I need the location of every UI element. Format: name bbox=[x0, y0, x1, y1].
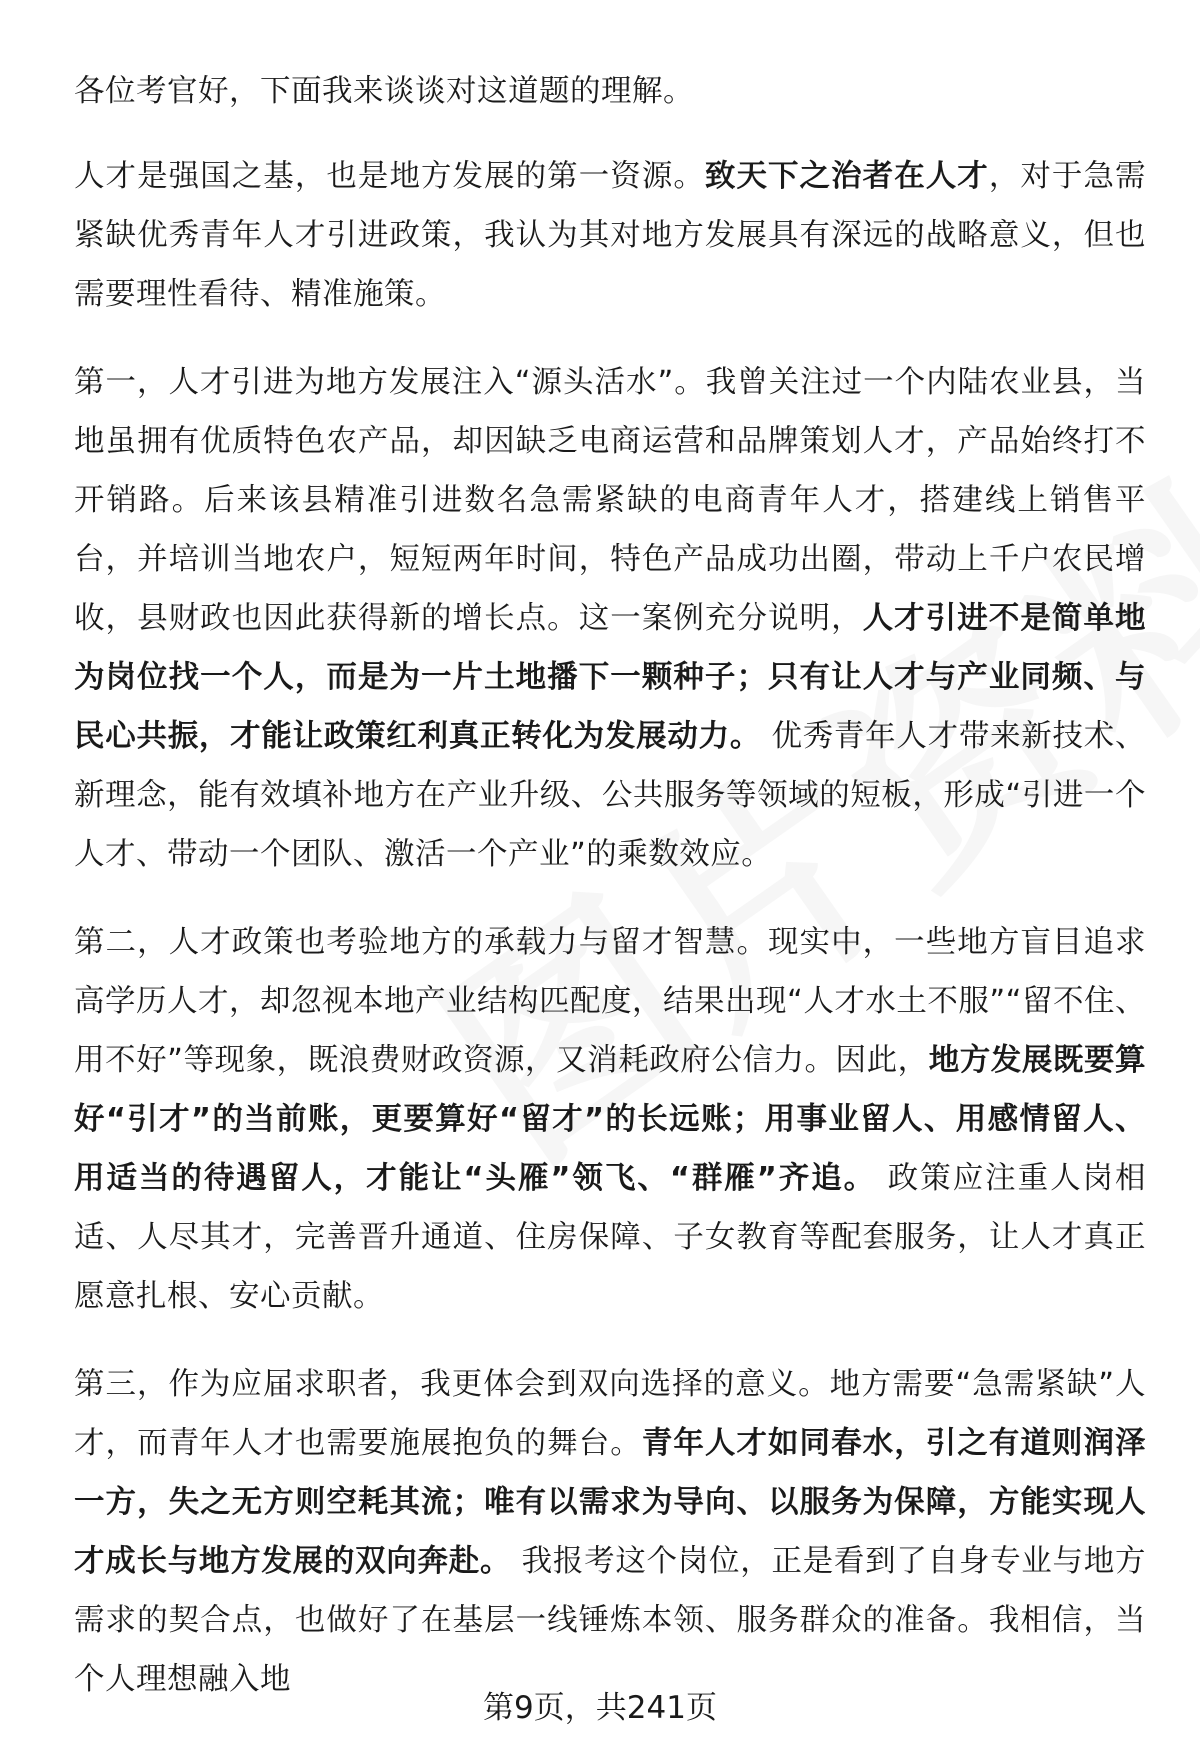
text-segment: 我报考这个岗位，正是看到了自身专业与地方需求的契合点，也做好了在基层一线锤炼本领、服务群众的准备。我相信，当个人理想融入地 bbox=[74, 1544, 1146, 1697]
page-number: 第9页，共241页 bbox=[483, 1690, 717, 1726]
bold-text-segment: 地方发展既要算好“引才”的当前账，更要算好“留才”的长远账；用事业留人、用感情留人、用适当的待遇留人，才能让“头雁”领飞、“群雁”齐追。 bbox=[74, 1043, 1147, 1196]
text-segment: 人才是强国之基，也是地方发展的第一资源。 bbox=[74, 159, 705, 194]
text-segment: 优秀青年人才带来新技术、新理念，能有效填补地方在产业升级、公共服务等领域的短板，形成“引进一个人才、带动一个团队、激活一个产业”的乘数效应。 bbox=[74, 719, 1146, 872]
text-segment: 第一，人才引进为地方发展注入“源头活水”。我曾关注过一个内陆农业县，当地虽拥有优质特色农产品，却因缺乏电商运营和品牌策划人才，产品始终打不开销路。后来该县精准引进数名急需紧缺的电商青年人才，搭建线上销售平台，并培训当地农户，短短两年时间，特色产品成功出圈，带动上千户农民增收，县财政也因此获得新的增长点。这一案例充分说明， bbox=[74, 365, 1146, 636]
paragraph-3 bbox=[74, 913, 1146, 1326]
text-segment: 各位考官好，下面我来谈谈对这道题的理解。 bbox=[74, 74, 694, 109]
paragraph-intro bbox=[74, 62, 1146, 121]
bold-text-segment: 致天下之治者在人才 bbox=[704, 159, 989, 194]
text-segment: ，对于急需紧缺优秀青年人才引进政策，我认为其对地方发展具有深远的战略意义，但也需要理性看待、精准施策。 bbox=[74, 159, 1147, 312]
bold-text-segment: 青年人才如同春水，引之有道则润泽一方，失之无方则空耗其流；唯有以需求为导向、以服务为保障，方能实现人才成长与地方发展的双向奔赴。 bbox=[74, 1426, 1147, 1579]
text-segment: 第三，作为应届求职者，我更体会到双向选择的意义。地方需要“急需紧缺”人才，而青年人才也需要施展抱负的舞台。 bbox=[74, 1367, 1146, 1461]
paragraph-1 bbox=[74, 147, 1146, 324]
paragraph-2 bbox=[74, 353, 1146, 884]
text-segment: 第二，人才政策也考验地方的承载力与留才智慧。现实中，一些地方盲目追求高学历人才，却忽视本地产业结构匹配度，结果出现“人才水土不服”“留不住、用不好”等现象，既浪费财政资源，又消耗政府公信力。因此， bbox=[74, 925, 1146, 1078]
paragraph-4 bbox=[74, 1355, 1146, 1709]
bold-text-segment: 人才引进不是简单地为岗位找一个人，而是为一片土地播下一颗种子；只有让人才与产业同频、与民心共振，才能让政策红利真正转化为发展动力。 bbox=[74, 601, 1147, 754]
document-body bbox=[74, 62, 1146, 1738]
text-segment: 政策应注重人岗相适、人尽其才，完善晋升通道、住房保障、子女教育等配套服务，让人才真正愿意扎根、安心贡献。 bbox=[74, 1161, 1146, 1314]
